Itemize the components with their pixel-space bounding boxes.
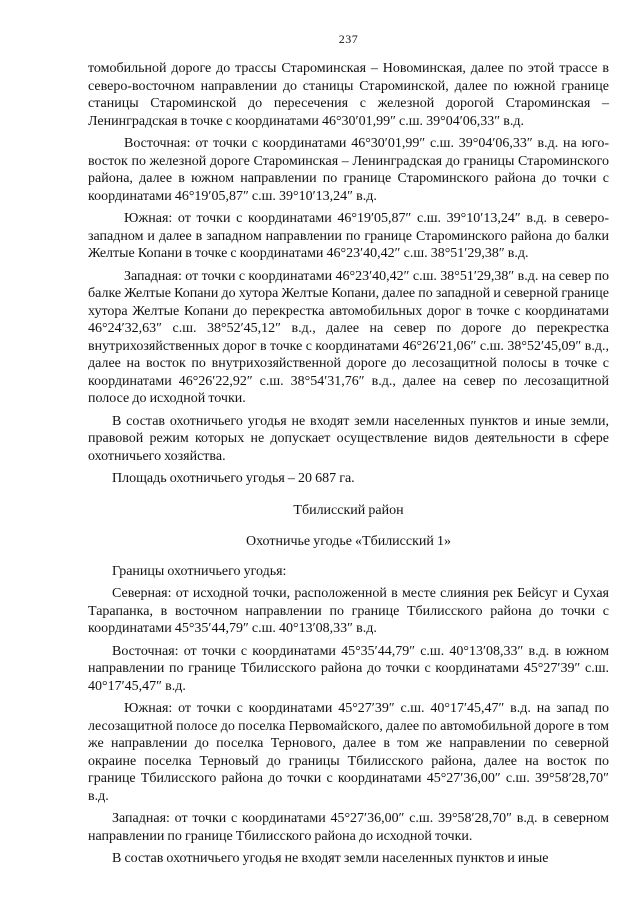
district-title: Тбилисский район (293, 502, 404, 518)
document-body (88, 60, 609, 868)
page-number: 237 (338, 32, 359, 46)
paragraph-area: Площадь охотничьего угодья – 20 687 га. (112, 471, 355, 486)
paragraph-exclusions-2: В состав охотничьего угодья не входят земли населенных пунктов и иные (112, 851, 549, 866)
paragraph-south-boundary: Южная: от точки с координатами 46°19′05,87″ с.ш. 39°10′13,24″ в.д. в северо-западном и далее в западном направлении по границе Староминского района до балки Желтые Копани в точке с координатами 46°23′40,42″ с.ш. 38°51′29,38″ в.д. (88, 211, 609, 261)
paragraph-west-boundary-2: Западная: от точки с координатами 45°27′36,00″ с.ш. 39°58′28,70″ в.д. в северном направлении по границе Тбилисского района до исходной точки. (88, 811, 609, 844)
paragraph-continuation: томобильной дороге до трассы Староминская – Новоминская, далее по этой трассе в северо-восточном направлении до станицы Староминской, далее по южной границе станицы Староминской до пересечения с железной дорогой Староминская – Ленинградская в точке с координатами 46°30′01,99″ с.ш. 39°04′06,33″ в.д. (88, 61, 609, 129)
paragraph-north-boundary: Северная: от исходной точки, расположенной в месте слияния рек Бейсуг и Сухая Тарапанка, в восточном направлении по границе Тбилисского района до точки с координатами 45°35′44,79″ с.ш. 40°13′08,33″ в.д. (88, 586, 609, 636)
paragraph-south-boundary-2: Южная: от точки с координатами 45°27′39″ с.ш. 40°17′45,47″ в.д. на запад по лесозащитной полосе до поселка Первомайского, далее по автомобильной дороге в том же направлении до поселка Тернового, далее в том же направлении по северной окраине поселка Терновый до границы Тбилисского района, далее на восток по границе Тбилисского района до точки с координатами 45°27′36,00″ с.ш. 39°58′28,70″ в.д. (88, 701, 609, 804)
paragraph-west-boundary: Западная: от точки с координатами 46°23′40,42″ с.ш. 38°51′29,38″ в.д. на север по балке Желтые Копани до хутора Желтые Копани, далее по западной и северной границе хутора Желтые Копани до перекрестка автомобильных дорог в точке с координатами 46°24′32,63″ с.ш. 38°52′45,12″ в.д., далее на север по дороге до перекрестка внутрихозяйственных дорог в точке с координатами 46°26′21,06″ с.ш. 38°52′45,09″ в.д., далее на восток по внутрихозяйственной дороге до лесозащитной полосы в точке с координатами 46°26′22,92″ с.ш. 38°54′31,76″ в.д., далее на север по лесозащитной полосе до исходной точки. (88, 268, 609, 406)
paragraph-exclusions: В состав охотничьего угодья не входят земли населенных пунктов и иные земли, правовой режим которых не допускает осуществление видов деятельности в сфере охотничьего хозяйства. (88, 413, 609, 464)
paragraph-east-boundary-2: Восточная: от точки с координатами 45°35′44,79″ с.ш. 40°13′08,33″ в.д. в южном направлении по границе Тбилисского района до точки с координатами 45°27′39″ с.ш. 40°17′45,47″ в.д. (88, 643, 609, 694)
paragraph-east-boundary: Восточная: от точки с координатами 46°30′01,99″ с.ш. 39°04′06,33″ в.д. на юго-восток по железной дороге Староминская – Ленинградская до границы Староминского района, далее в южном направлении по границе Староминского района до точки с координатами 46°19′05,87″ с.ш. 39°10′13,24″ в.д. (88, 136, 609, 204)
paragraph-boundaries-heading: Границы охотничьего угодья: (112, 563, 287, 579)
hunting-area-title: Охотничье угодье «Тбилисский 1» (245, 534, 451, 549)
